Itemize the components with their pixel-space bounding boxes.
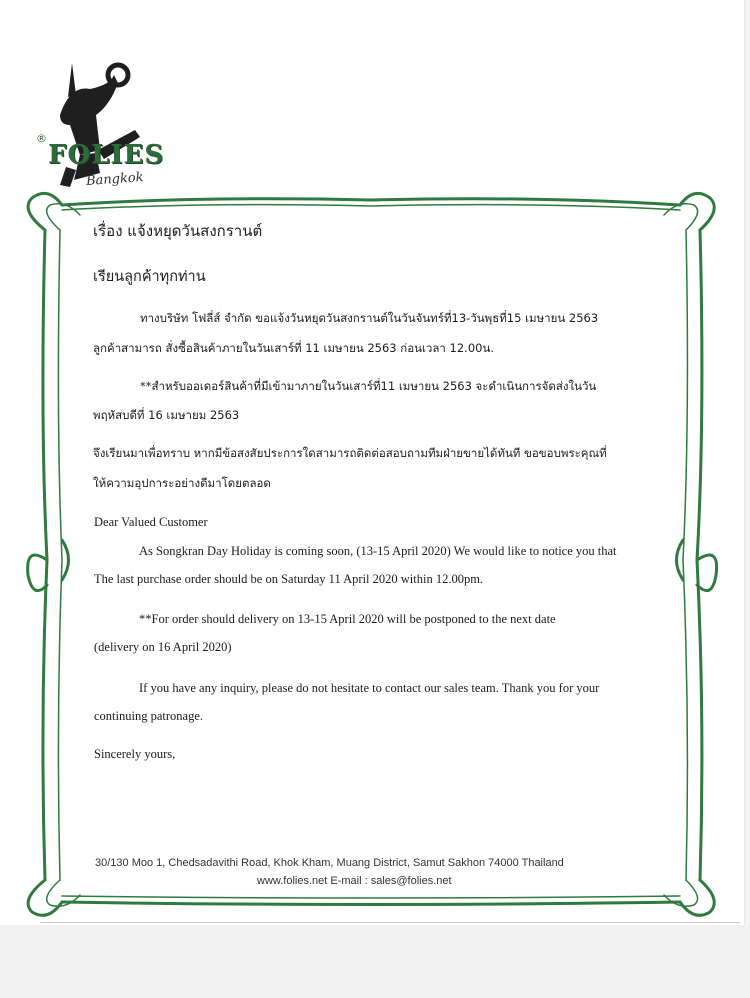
english-paragraph-1-line-2: The last purchase order should be on Saturday 11 April 2020 within 12.00pm.	[94, 572, 484, 586]
english-paragraph-1-line-1: As Songkran Day Holiday is coming soon, (13-15 April 2020) We would like to notice you that	[139, 544, 617, 558]
subject-line: เรื่อง แจ้งหยุดวันสงกรานต์	[93, 222, 263, 240]
thai-paragraph-2-line-1: **สำหรับออเดอร์สินค้าที่มีเข้ามาภายในวันเสาร์ที่11 เมษายน 2563 จะดำเนินการจัดส่งในวัน	[140, 379, 597, 393]
english-paragraph-2-line-1: **For order should delivery on 13-15 April 2020 will be postponed to the next date	[139, 612, 556, 626]
company-contact: www.folies.net E-mail : sales@folies.net	[257, 875, 452, 887]
company-address: 30/130 Moo 1, Chedsadavithi Road, Khok Kham, Muang District, Samut Sakhon 74000 Thailand	[95, 857, 564, 869]
english-paragraph-3-line-2: continuing patronage.	[94, 709, 203, 723]
english-paragraph-2-line-2: (delivery on 16 April 2020)	[94, 640, 232, 654]
english-closing: Sincerely yours,	[94, 747, 176, 761]
thai-paragraph-3-line-1: จึงเรียนมาเพื่อทราบ หากมีข้อสงสัยประการใดสามารถติดต่อสอบถามทีมฝ่ายขายได้ทันที ขอขอบพระคุณที่	[93, 446, 607, 460]
thai-greeting: เรียนลูกค้าทุกท่าน	[93, 269, 206, 285]
thai-paragraph-1-line-2: ลูกค้าสามารถ สั่งซื้อสินค้าภายในวันเสาร์ที่ 11 เมษายน 2563 ก่อนเวลา 12.00น.	[93, 341, 494, 355]
registered-mark: ®	[36, 132, 47, 145]
thai-paragraph-3-line-2: ให้ความอุปการะอย่างดีมาโดยตลอด	[93, 476, 271, 490]
brand-logo-subtitle: Bangkok	[85, 170, 145, 189]
thai-paragraph-1-line-1: ทางบริษัท โฟลี่ส์ จำกัด ขอแจ้งวันหยุดวันสงกรานต์ในวันจันทร์ที่13-วันพุธที่15 เมษายน 2563	[140, 311, 599, 325]
brand-logo-text: FOLIES	[48, 140, 165, 170]
english-salutation: Dear Valued Customer	[94, 515, 208, 529]
english-paragraph-3-line-1: If you have any inquiry, please do not hesitate to contact our sales team. Thank you for your	[139, 681, 600, 695]
thai-paragraph-2-line-2: พฤหัสบดีที่ 16 เมษายม 2563	[93, 408, 240, 422]
page-background	[0, 925, 750, 998]
